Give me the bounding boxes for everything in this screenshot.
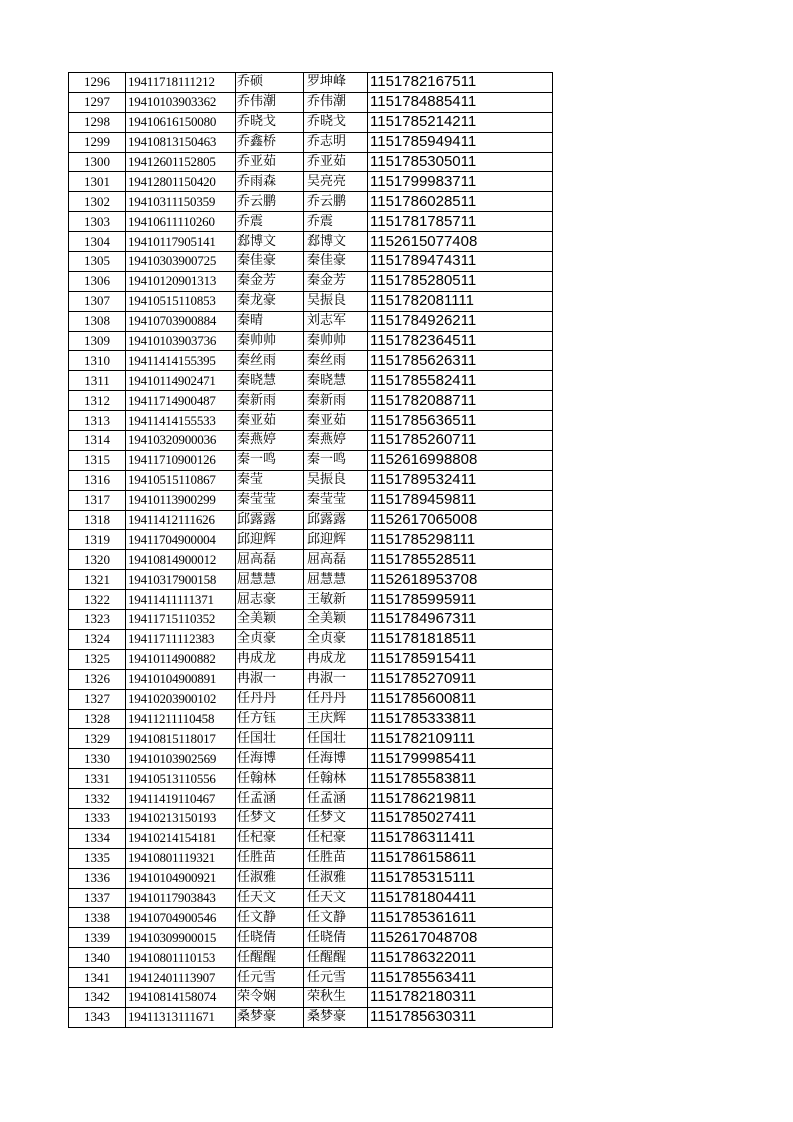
name-cell: 冉成龙 (236, 649, 304, 669)
table-row (69, 570, 553, 590)
id-number-cell: 19410515110853 (126, 291, 236, 311)
row-number-cell: 1337 (69, 888, 126, 908)
payee-name-cell: 任晓倩 (304, 928, 368, 948)
account-number-cell: 1151785949411 (368, 132, 553, 152)
payee-name-cell: 刘志军 (304, 311, 368, 331)
payee-name-cell: 任元雪 (304, 968, 368, 988)
table-row (69, 649, 553, 669)
id-number-cell: 19411414155395 (126, 351, 236, 371)
name-cell: 任淑雅 (236, 868, 304, 888)
row-number-cell: 1307 (69, 291, 126, 311)
payee-name-cell: 任天文 (304, 888, 368, 908)
table-row (69, 490, 553, 510)
account-number-cell: 1151782364511 (368, 331, 553, 351)
account-number-cell: 1151785214211 (368, 112, 553, 132)
name-cell: 任醒醒 (236, 948, 304, 968)
name-cell: 秦金芳 (236, 271, 304, 291)
records-table-body (69, 73, 553, 1028)
account-number-cell: 1151784967311 (368, 610, 553, 630)
account-number-cell: 1151785630311 (368, 1007, 553, 1027)
account-number-cell: 1151782081111 (368, 291, 553, 311)
name-cell: 乔鑫桥 (236, 132, 304, 152)
name-cell: 乔亚茹 (236, 152, 304, 172)
payee-name-cell: 吴振良 (304, 291, 368, 311)
id-number-cell: 19410303900725 (126, 252, 236, 272)
table-row (69, 331, 553, 351)
account-number-cell: 1151785305011 (368, 152, 553, 172)
row-number-cell: 1333 (69, 808, 126, 828)
row-number-cell: 1312 (69, 391, 126, 411)
account-number-cell: 1151785636511 (368, 411, 553, 431)
account-number-cell: 1152616998808 (368, 450, 553, 470)
payee-name-cell: 任孟涵 (304, 789, 368, 809)
account-number-cell: 1152618953708 (368, 570, 553, 590)
id-number-cell: 19410320900036 (126, 431, 236, 451)
row-number-cell: 1339 (69, 928, 126, 948)
id-number-cell: 19411419110467 (126, 789, 236, 809)
account-number-cell: 1151785915411 (368, 649, 553, 669)
row-number-cell: 1343 (69, 1007, 126, 1027)
name-cell: 秦新雨 (236, 391, 304, 411)
table-row (69, 629, 553, 649)
account-number-cell: 1151786158611 (368, 848, 553, 868)
id-number-cell: 19411414155533 (126, 411, 236, 431)
id-number-cell: 19411715110352 (126, 610, 236, 630)
account-number-cell: 1151785315111 (368, 868, 553, 888)
name-cell: 乔硕 (236, 73, 304, 93)
name-cell: 全美颖 (236, 610, 304, 630)
row-number-cell: 1319 (69, 530, 126, 550)
account-number-cell: 1151782109111 (368, 729, 553, 749)
name-cell: 屈慧慧 (236, 570, 304, 590)
payee-name-cell: 冉淑一 (304, 669, 368, 689)
table-row (69, 888, 553, 908)
table-row (69, 291, 553, 311)
name-cell: 秦晴 (236, 311, 304, 331)
account-number-cell: 1151785626311 (368, 351, 553, 371)
id-number-cell: 19411412111626 (126, 510, 236, 530)
name-cell: 任国壮 (236, 729, 304, 749)
name-cell: 秦帅帅 (236, 331, 304, 351)
payee-name-cell: 任丹丹 (304, 689, 368, 709)
records-table (68, 72, 553, 1028)
payee-name-cell: 王庆辉 (304, 709, 368, 729)
payee-name-cell: 秦帅帅 (304, 331, 368, 351)
name-cell: 秦燕婷 (236, 431, 304, 451)
table-row (69, 948, 553, 968)
id-number-cell: 19410103903736 (126, 331, 236, 351)
table-row (69, 431, 553, 451)
account-number-cell: 1151782088711 (368, 391, 553, 411)
name-cell: 任方钰 (236, 709, 304, 729)
id-number-cell: 19412601152805 (126, 152, 236, 172)
row-number-cell: 1302 (69, 192, 126, 212)
account-number-cell: 1151786311411 (368, 828, 553, 848)
table-row (69, 371, 553, 391)
name-cell: 秦晓慧 (236, 371, 304, 391)
payee-name-cell: 罗坤峰 (304, 73, 368, 93)
payee-name-cell: 乔晓戈 (304, 112, 368, 132)
id-number-cell: 19411411111371 (126, 590, 236, 610)
table-row (69, 470, 553, 490)
account-number-cell: 1151782180311 (368, 987, 553, 1007)
row-number-cell: 1299 (69, 132, 126, 152)
id-number-cell: 19410311150359 (126, 192, 236, 212)
account-number-cell: 1151786219811 (368, 789, 553, 809)
name-cell: 乔震 (236, 212, 304, 232)
name-cell: 任杞豪 (236, 828, 304, 848)
name-cell: 任元雪 (236, 968, 304, 988)
payee-name-cell: 任胜苗 (304, 848, 368, 868)
table-row (69, 610, 553, 630)
account-number-cell: 1151785583811 (368, 769, 553, 789)
payee-name-cell: 王敏新 (304, 590, 368, 610)
account-number-cell: 1151789459811 (368, 490, 553, 510)
table-row (69, 172, 553, 192)
table-row (69, 669, 553, 689)
id-number-cell: 19410513110556 (126, 769, 236, 789)
name-cell: 秦莹莹 (236, 490, 304, 510)
row-number-cell: 1305 (69, 252, 126, 272)
row-number-cell: 1336 (69, 868, 126, 888)
account-number-cell: 1151799983711 (368, 172, 553, 192)
name-cell: 任晓倩 (236, 928, 304, 948)
payee-name-cell: 任杞豪 (304, 828, 368, 848)
table-row (69, 391, 553, 411)
row-number-cell: 1315 (69, 450, 126, 470)
table-row (69, 550, 553, 570)
account-number-cell: 1151785298111 (368, 530, 553, 550)
name-cell: 全贞豪 (236, 629, 304, 649)
account-number-cell: 1151784926211 (368, 311, 553, 331)
name-cell: 任胜苗 (236, 848, 304, 868)
name-cell: 冉淑一 (236, 669, 304, 689)
payee-name-cell: 任文静 (304, 908, 368, 928)
row-number-cell: 1316 (69, 470, 126, 490)
row-number-cell: 1328 (69, 709, 126, 729)
payee-name-cell: 秦亚茹 (304, 411, 368, 431)
row-number-cell: 1324 (69, 629, 126, 649)
payee-name-cell: 乔云鹏 (304, 192, 368, 212)
id-number-cell: 19410801110153 (126, 948, 236, 968)
payee-name-cell: 任翰林 (304, 769, 368, 789)
payee-name-cell: 秦佳豪 (304, 252, 368, 272)
id-number-cell: 19410103902569 (126, 749, 236, 769)
name-cell: 任梦文 (236, 808, 304, 828)
payee-name-cell: 邱迎辉 (304, 530, 368, 550)
account-number-cell: 1151781785711 (368, 212, 553, 232)
id-number-cell: 19410114900882 (126, 649, 236, 669)
account-number-cell: 1152617048708 (368, 928, 553, 948)
id-number-cell: 19410120901313 (126, 271, 236, 291)
name-cell: 桑梦豪 (236, 1007, 304, 1027)
account-number-cell: 1151785563411 (368, 968, 553, 988)
id-number-cell: 19410611110260 (126, 212, 236, 232)
table-row (69, 590, 553, 610)
row-number-cell: 1325 (69, 649, 126, 669)
name-cell: 任海博 (236, 749, 304, 769)
payee-name-cell: 吴振良 (304, 470, 368, 490)
id-number-cell: 19410801119321 (126, 848, 236, 868)
name-cell: 邱迎辉 (236, 530, 304, 550)
row-number-cell: 1298 (69, 112, 126, 132)
id-number-cell: 19410815118017 (126, 729, 236, 749)
payee-name-cell: 任醒醒 (304, 948, 368, 968)
id-number-cell: 19410317900158 (126, 570, 236, 590)
account-number-cell: 1151785270911 (368, 669, 553, 689)
payee-name-cell: 屈高磊 (304, 550, 368, 570)
table-row (69, 152, 553, 172)
row-number-cell: 1321 (69, 570, 126, 590)
row-number-cell: 1301 (69, 172, 126, 192)
id-number-cell: 19411211110458 (126, 709, 236, 729)
name-cell: 乔雨森 (236, 172, 304, 192)
name-cell: 秦佳豪 (236, 252, 304, 272)
row-number-cell: 1338 (69, 908, 126, 928)
row-number-cell: 1331 (69, 769, 126, 789)
account-number-cell: 1151781818511 (368, 629, 553, 649)
id-number-cell: 19410309900015 (126, 928, 236, 948)
payee-name-cell: 乔亚茹 (304, 152, 368, 172)
payee-name-cell: 屈慧慧 (304, 570, 368, 590)
account-number-cell: 1151785582411 (368, 371, 553, 391)
table-row (69, 73, 553, 93)
id-number-cell: 19410103903362 (126, 92, 236, 112)
account-number-cell: 1151781804411 (368, 888, 553, 908)
table-row (69, 729, 553, 749)
name-cell: 任翰林 (236, 769, 304, 789)
row-number-cell: 1330 (69, 749, 126, 769)
table-row (69, 769, 553, 789)
name-cell: 任孟涵 (236, 789, 304, 809)
account-number-cell: 1151786322011 (368, 948, 553, 968)
account-number-cell: 1151786028511 (368, 192, 553, 212)
payee-name-cell: 邱露露 (304, 510, 368, 530)
payee-name-cell: 乔志明 (304, 132, 368, 152)
id-number-cell: 19410213150193 (126, 808, 236, 828)
name-cell: 秦龙豪 (236, 291, 304, 311)
payee-name-cell: 吴亮亮 (304, 172, 368, 192)
table-row (69, 411, 553, 431)
row-number-cell: 1306 (69, 271, 126, 291)
table-row (69, 92, 553, 112)
row-number-cell: 1300 (69, 152, 126, 172)
row-number-cell: 1322 (69, 590, 126, 610)
id-number-cell: 19410117905141 (126, 232, 236, 252)
row-number-cell: 1340 (69, 948, 126, 968)
table-row (69, 132, 553, 152)
table-row (69, 987, 553, 1007)
payee-name-cell: 任海博 (304, 749, 368, 769)
row-number-cell: 1342 (69, 987, 126, 1007)
name-cell: 秦莹 (236, 470, 304, 490)
payee-name-cell: 冉成龙 (304, 649, 368, 669)
name-cell: 任天文 (236, 888, 304, 908)
account-number-cell: 1151785333811 (368, 709, 553, 729)
table-row (69, 908, 553, 928)
account-number-cell: 1151789532411 (368, 470, 553, 490)
payee-name-cell: 任梦文 (304, 808, 368, 828)
id-number-cell: 19410114902471 (126, 371, 236, 391)
account-number-cell: 1151799985411 (368, 749, 553, 769)
row-number-cell: 1304 (69, 232, 126, 252)
row-number-cell: 1317 (69, 490, 126, 510)
row-number-cell: 1323 (69, 610, 126, 630)
payee-name-cell: 秦一鸣 (304, 450, 368, 470)
row-number-cell: 1310 (69, 351, 126, 371)
row-number-cell: 1326 (69, 669, 126, 689)
account-number-cell: 1151789474311 (368, 252, 553, 272)
name-cell: 任丹丹 (236, 689, 304, 709)
payee-name-cell: 任淑雅 (304, 868, 368, 888)
id-number-cell: 19410214154181 (126, 828, 236, 848)
row-number-cell: 1341 (69, 968, 126, 988)
account-number-cell: 1151785027411 (368, 808, 553, 828)
account-number-cell: 1152615077408 (368, 232, 553, 252)
payee-name-cell: 桑梦豪 (304, 1007, 368, 1027)
id-number-cell: 19411718111212 (126, 73, 236, 93)
row-number-cell: 1297 (69, 92, 126, 112)
account-number-cell: 1152617065008 (368, 510, 553, 530)
account-number-cell: 1151785260711 (368, 431, 553, 451)
name-cell: 邱露露 (236, 510, 304, 530)
name-cell: 乔晓戈 (236, 112, 304, 132)
row-number-cell: 1334 (69, 828, 126, 848)
payee-name-cell: 荣秋生 (304, 987, 368, 1007)
table-row (69, 808, 553, 828)
id-number-cell: 19411711112383 (126, 629, 236, 649)
table-row (69, 252, 553, 272)
row-number-cell: 1314 (69, 431, 126, 451)
table-row (69, 968, 553, 988)
id-number-cell: 19411710900126 (126, 450, 236, 470)
table-row (69, 271, 553, 291)
name-cell: 乔云鹏 (236, 192, 304, 212)
name-cell: 屈志豪 (236, 590, 304, 610)
row-number-cell: 1296 (69, 73, 126, 93)
payee-name-cell: 秦莹莹 (304, 490, 368, 510)
payee-name-cell: 全贞豪 (304, 629, 368, 649)
id-number-cell: 19410104900891 (126, 669, 236, 689)
payee-name-cell: 全美颖 (304, 610, 368, 630)
id-number-cell: 19410814900012 (126, 550, 236, 570)
table-row (69, 351, 553, 371)
row-number-cell: 1303 (69, 212, 126, 232)
table-row (69, 689, 553, 709)
name-cell: 荣令娴 (236, 987, 304, 1007)
row-number-cell: 1320 (69, 550, 126, 570)
account-number-cell: 1151785600811 (368, 689, 553, 709)
row-number-cell: 1311 (69, 371, 126, 391)
name-cell: 秦一鸣 (236, 450, 304, 470)
account-number-cell: 1151785361611 (368, 908, 553, 928)
table-row (69, 848, 553, 868)
account-number-cell: 1151785995911 (368, 590, 553, 610)
account-number-cell: 1151782167511 (368, 73, 553, 93)
payee-name-cell: 秦金芳 (304, 271, 368, 291)
id-number-cell: 19411714900487 (126, 391, 236, 411)
id-number-cell: 19410113900299 (126, 490, 236, 510)
id-number-cell: 19410813150463 (126, 132, 236, 152)
id-number-cell: 19410616150080 (126, 112, 236, 132)
id-number-cell: 19412401113907 (126, 968, 236, 988)
table-row (69, 789, 553, 809)
name-cell: 郄博文 (236, 232, 304, 252)
table-row (69, 749, 553, 769)
payee-name-cell: 乔伟潮 (304, 92, 368, 112)
id-number-cell: 19410515110867 (126, 470, 236, 490)
table-row (69, 311, 553, 331)
payee-name-cell: 秦新雨 (304, 391, 368, 411)
account-number-cell: 1151785528511 (368, 550, 553, 570)
account-number-cell: 1151785280511 (368, 271, 553, 291)
payee-name-cell: 郄博文 (304, 232, 368, 252)
table-row (69, 232, 553, 252)
name-cell: 屈高磊 (236, 550, 304, 570)
table-row (69, 530, 553, 550)
payee-name-cell: 秦燕婷 (304, 431, 368, 451)
id-number-cell: 19410203900102 (126, 689, 236, 709)
table-row (69, 828, 553, 848)
id-number-cell: 19411313111671 (126, 1007, 236, 1027)
table-row (69, 709, 553, 729)
id-number-cell: 19410703900884 (126, 311, 236, 331)
row-number-cell: 1308 (69, 311, 126, 331)
row-number-cell: 1329 (69, 729, 126, 749)
table-row (69, 450, 553, 470)
id-number-cell: 19410704900546 (126, 908, 236, 928)
table-row (69, 868, 553, 888)
row-number-cell: 1332 (69, 789, 126, 809)
row-number-cell: 1313 (69, 411, 126, 431)
name-cell: 乔伟潮 (236, 92, 304, 112)
table-row (69, 212, 553, 232)
account-number-cell: 1151784885411 (368, 92, 553, 112)
payee-name-cell: 秦晓慧 (304, 371, 368, 391)
name-cell: 秦丝雨 (236, 351, 304, 371)
row-number-cell: 1309 (69, 331, 126, 351)
id-number-cell: 19410104900921 (126, 868, 236, 888)
table-row (69, 510, 553, 530)
table-row (69, 192, 553, 212)
id-number-cell: 19410117903843 (126, 888, 236, 908)
id-number-cell: 19410814158074 (126, 987, 236, 1007)
id-number-cell: 19411704900004 (126, 530, 236, 550)
name-cell: 任文静 (236, 908, 304, 928)
payee-name-cell: 秦丝雨 (304, 351, 368, 371)
payee-name-cell: 乔震 (304, 212, 368, 232)
table-row (69, 112, 553, 132)
name-cell: 秦亚茹 (236, 411, 304, 431)
table-row (69, 1007, 553, 1027)
payee-name-cell: 任国壮 (304, 729, 368, 749)
row-number-cell: 1318 (69, 510, 126, 530)
row-number-cell: 1335 (69, 848, 126, 868)
id-number-cell: 19412801150420 (126, 172, 236, 192)
row-number-cell: 1327 (69, 689, 126, 709)
table-row (69, 928, 553, 948)
